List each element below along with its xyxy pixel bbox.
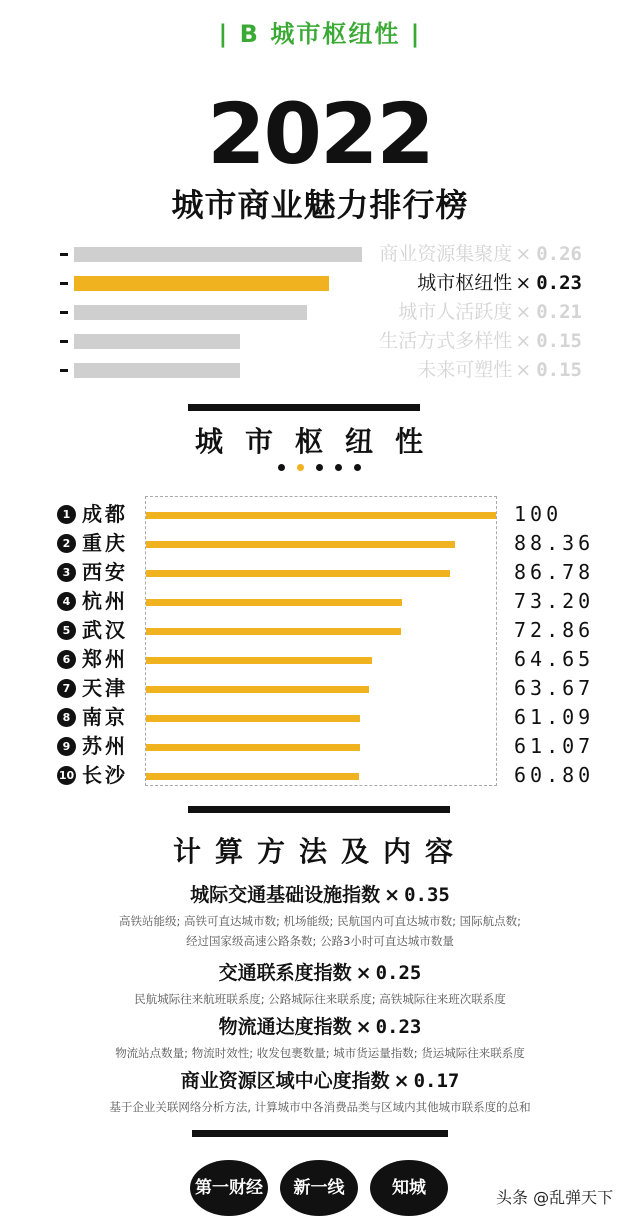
weight-row <box>0 327 640 355</box>
ranking-bar <box>146 541 455 548</box>
value-label: 64.65 <box>514 647 595 671</box>
logo-xinyixian: 新一线 <box>280 1160 358 1216</box>
method-title <box>0 880 640 907</box>
dash-mark <box>60 282 68 285</box>
rank-badge: 2 <box>57 534 76 553</box>
method-mult: × <box>355 1016 372 1038</box>
logo-zhicheng: 知城 <box>370 1160 448 1216</box>
city-label: 长沙 <box>82 763 128 787</box>
ranking-row <box>0 732 640 761</box>
method-weight: 0.17 <box>413 1070 460 1092</box>
method-item <box>0 880 640 951</box>
rank-badge: 5 <box>57 621 76 640</box>
method-desc <box>0 989 640 1009</box>
method-name: 商业资源区域中心度指数 <box>180 1070 390 1092</box>
year-heading: 2022 <box>207 85 433 183</box>
value-label: 60.80 <box>514 763 595 787</box>
method-desc-line: 基于企业关联网络分析方法, 计算城市中各消费品类与区域内其他城市联系度的总和 <box>109 1100 531 1114</box>
value-label: 88.36 <box>514 531 595 555</box>
method-desc <box>0 911 640 951</box>
weight-mult: × <box>515 359 532 381</box>
ranking-row <box>0 703 640 732</box>
method-item <box>0 1012 640 1063</box>
weight-name: 未来可塑性 <box>417 359 513 381</box>
city-label: 南京 <box>82 705 128 729</box>
method-mult: × <box>355 962 372 984</box>
ranking-bar <box>146 599 402 606</box>
value-label: 61.07 <box>514 734 595 758</box>
city-label: 杭州 <box>82 589 128 613</box>
city-label: 武汉 <box>82 618 128 642</box>
pager-dot <box>354 464 361 471</box>
method-name: 物流通达度指数 <box>218 1016 352 1038</box>
dash-mark <box>60 253 68 256</box>
pager-dot <box>297 464 304 471</box>
weight-label <box>379 327 582 355</box>
ranking-row <box>0 761 640 790</box>
divider-top <box>188 404 420 411</box>
weight-value: 0.15 <box>536 330 582 352</box>
method-heading: 计算方法及内容 <box>172 835 467 868</box>
ranking-row <box>0 587 640 616</box>
divider-bottom <box>192 1130 448 1137</box>
weight-label <box>417 356 582 384</box>
weight-name: 城市枢纽性 <box>417 272 513 294</box>
rank-badge: 10 <box>57 766 76 785</box>
method-mult: × <box>384 884 401 906</box>
method-mult: × <box>393 1070 410 1092</box>
ranking-row <box>0 529 640 558</box>
weight-mult: × <box>515 243 532 265</box>
rank-badge: 9 <box>57 737 76 756</box>
value-label: 61.09 <box>514 705 595 729</box>
method-weight: 0.35 <box>404 884 450 906</box>
method-item <box>0 958 640 1009</box>
value-label: 86.78 <box>514 560 595 584</box>
rank-badge: 8 <box>57 708 76 727</box>
weight-label <box>417 269 582 297</box>
watermark: 头条 @乱弹天下 <box>496 1188 614 1207</box>
rank-badge: 7 <box>57 679 76 698</box>
ranking-bar <box>146 686 369 693</box>
weight-bar <box>74 247 362 262</box>
method-desc-line: 高铁站能级; 高铁可直达城市数; 机场能级; 民航国内可直达城市数; 国际航点数; <box>119 914 521 928</box>
rank-badge: 1 <box>57 505 76 524</box>
weight-name: 城市人活跃度 <box>398 301 513 323</box>
ranking-bar <box>146 512 496 519</box>
value-label: 73.20 <box>514 589 595 613</box>
method-desc-line: 经过国家级高速公路条数; 公路3小时可直达城市数量 <box>186 934 454 948</box>
dash-mark <box>60 340 68 343</box>
pager-dots <box>278 462 368 474</box>
weight-bar <box>74 305 307 320</box>
value-label: 63.67 <box>514 676 595 700</box>
pager-dot <box>335 464 342 471</box>
method-title <box>0 1012 640 1039</box>
weight-row <box>0 356 640 384</box>
city-label: 苏州 <box>82 734 128 758</box>
ranking-bar <box>146 715 360 722</box>
method-desc <box>0 1043 640 1063</box>
rank-badge: 3 <box>57 563 76 582</box>
dash-mark <box>60 311 68 314</box>
method-weight: 0.23 <box>375 1016 422 1038</box>
method-item <box>0 1066 640 1117</box>
city-label: 天津 <box>82 676 128 700</box>
ranking-row <box>0 558 640 587</box>
weight-mult: × <box>515 272 532 294</box>
method-name: 城际交通基础设施指数 <box>190 884 381 906</box>
value-label: 100 <box>514 502 563 526</box>
logo-diyicaijing: 第一财经 <box>190 1160 268 1216</box>
ranking-row <box>0 500 640 529</box>
dash-mark <box>60 369 68 372</box>
weight-name: 商业资源集聚度 <box>379 243 513 265</box>
pager-dot <box>316 464 323 471</box>
method-weight: 0.25 <box>375 962 422 984</box>
ranking-bar <box>146 773 359 780</box>
rank-badge: 4 <box>57 592 76 611</box>
ranking-row <box>0 616 640 645</box>
pager-dot <box>278 464 285 471</box>
weight-bar <box>74 334 240 349</box>
weight-mult: × <box>515 330 532 352</box>
city-label: 成都 <box>82 502 128 526</box>
method-desc-line: 民航城际往来航班联系度; 公路城际往来联系度; 高铁城际往来班次联系度 <box>134 992 506 1006</box>
ranking-bar <box>146 744 360 751</box>
weight-value: 0.23 <box>536 272 582 294</box>
weight-label <box>379 240 582 268</box>
weight-value: 0.21 <box>536 301 582 323</box>
city-label: 重庆 <box>82 531 128 555</box>
weight-row <box>0 240 640 268</box>
method-title <box>0 958 640 985</box>
ranking-row <box>0 645 640 674</box>
section-tag: | B 城市枢纽性 | <box>218 20 422 48</box>
divider-middle <box>188 806 450 813</box>
weight-name: 生活方式多样性 <box>379 330 513 352</box>
method-desc <box>0 1097 640 1117</box>
value-label: 72.86 <box>514 618 595 642</box>
weight-row <box>0 298 640 326</box>
city-label: 西安 <box>82 560 128 584</box>
weight-mult: × <box>515 301 532 323</box>
weight-label <box>398 298 582 326</box>
section-heading: 城市枢纽性 <box>194 425 445 458</box>
weight-value: 0.15 <box>536 359 582 381</box>
ranking-bar <box>146 628 401 635</box>
rank-badge: 6 <box>57 650 76 669</box>
method-name: 交通联系度指数 <box>218 962 352 984</box>
weight-value: 0.26 <box>536 243 582 265</box>
ranking-bar <box>146 570 450 577</box>
weight-row <box>0 269 640 297</box>
method-title <box>0 1066 640 1093</box>
city-label: 郑州 <box>82 647 128 671</box>
method-desc-line: 物流站点数量; 物流时效性; 收发包裹数量; 城市货运量指数; 货运城际往来联系度 <box>115 1046 525 1060</box>
ranking-bar <box>146 657 372 664</box>
weight-bar <box>74 363 240 378</box>
ranking-row <box>0 674 640 703</box>
weight-bar <box>74 276 329 291</box>
page-title: 城市商业魅力排行榜 <box>171 186 469 224</box>
